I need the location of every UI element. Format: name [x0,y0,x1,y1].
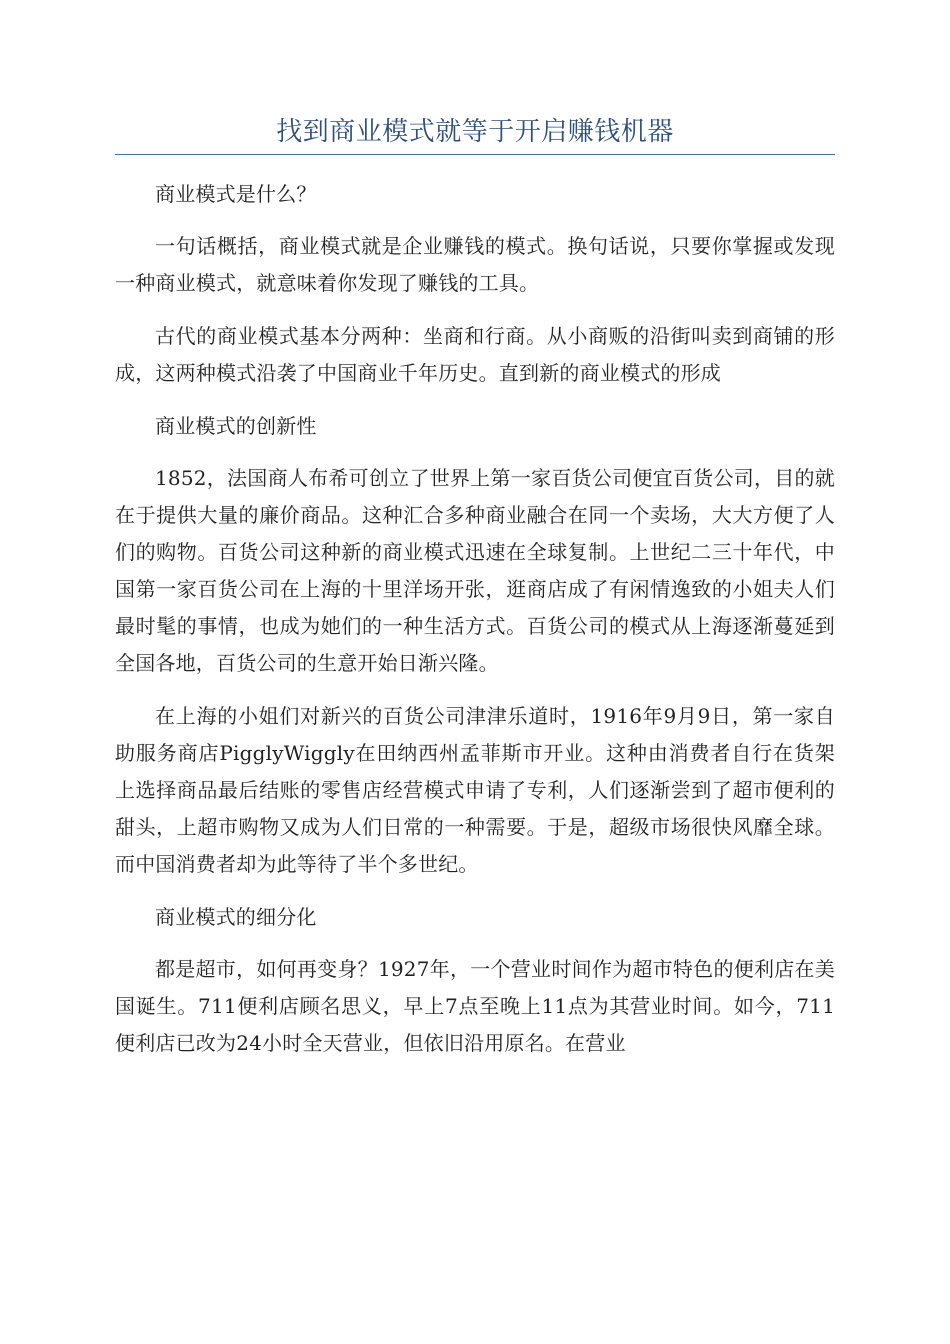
paragraph-definition: 一句话概括，商业模式就是企业赚钱的模式。换句话说，只要你掌握或发现一种商业模式，就意味着你发现了赚钱的工具。 [115,234,835,295]
paragraph-convenience-store: 都是超市，如何再变身？1927年，一个营业时间作为超市特色的便利店在美国诞生。711便利店顾名思义，早上7点至晚上11点为其营业时间。如今，711便利店已改为24小时全天营业，但依旧沿用原名。在营业 [115,957,835,1055]
section-heading-innovation: 商业模式的创新性 [155,414,317,438]
paragraph-supermarket: 在上海的小姐们对新兴的百货公司津津乐道时，1916年9月9日，第一家自助服务商店PigglyWiggly在田纳西州孟菲斯市开业。这种由消费者自行在货架上选择商品最后结账的零售店经营模式申请了专利，人们逐渐尝到了超市便利的甜头，上超市购物又成为人们日常的一种需要。于是，超级市场很快风靡全球。而中国消费者却为此等待了半个多世纪。 [115,704,835,876]
document-title: 找到商业模式就等于开启赚钱机器 [276,117,674,147]
paragraph-ancient-models: 古代的商业模式基本分两种：坐商和行商。从小商贩的沿街叫卖到商铺的形成，这两种模式沿袭了中国商业千年历史。直到新的商业模式的形成 [115,324,835,385]
title-underline [115,154,835,155]
section-heading-segmentation: 商业模式的细分化 [155,905,317,929]
paragraph-department-store: 1852，法国商人布希可创立了世界上第一家百货公司便宜百货公司，目的就在于提供大量的廉价商品。这种汇合多种商业融合在同一个卖场，大大方便了人们的购物。百货公司这种新的商业模式迅速在全球复制。上世纪二三十年代，中国第一家百货公司在上海的十里洋场开张，逛商店成了有闲情逸致的小姐夫人们最时髦的事情，也成为她们的一种生活方式。百货公司的模式从上海逐渐蔓延到全国各地，百货公司的生意开始日渐兴隆。 [115,466,835,675]
document-body [115,176,835,1078]
section-question: 商业模式是什么？ [155,182,317,206]
